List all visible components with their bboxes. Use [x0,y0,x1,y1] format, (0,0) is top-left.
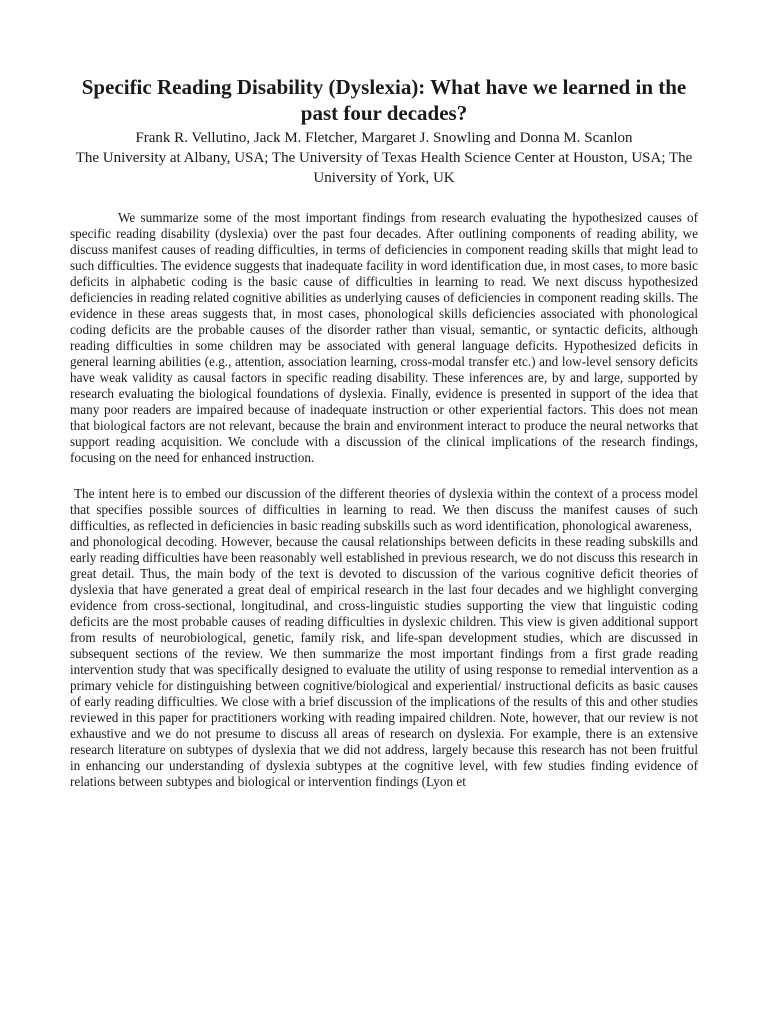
author-list: Frank R. Vellutino, Jack M. Fletcher, Margaret J. Snowling and Donna M. Scanlon [135,130,633,146]
abstract-text: We summarize some of the most important findings from research evaluating the hypothesized causes of specific reading disability (dyslexia) over the past four decades. After outlining components of reading ability, we discuss manifest causes of reading difficulties, in terms of deficiencies in component reading skills that might lead to such difficulties. The evidence suggests that inadequate facility in word identification due, in most cases, to more basic deficits in alphabetic coding is the basic cause of difficulties in learning to read. We next discuss hypothesized deficiencies in reading related cognitive abilities as underlying causes of deficiencies in component reading skills. The evidence in these areas suggests that, in most cases, phonological skills deficiencies associated with phonological coding deficits are the probable causes of the disorder rather than visual, semantic, or syntactic deficits, although reading difficulties in some children may be associated with general language deficits. Hypothesized deficits in general learning abilities (e.g., attention, association learning, cross-modal transfer etc.) and low-level sensory deficits have weak validity as causal factors in specific reading disability. These inferences are, by and large, supported by research evaluating the biological foundations of dyslexia. Finally, evidence is presented in support of the idea that many poor readers are impaired because of inadequate instruction or other experiential factors. This does not mean that biological factors are not relevant, because the brain and environment interact to produce the neural networks that support reading acquisition. We conclude with a discussion of the clinical implications of the research findings, focusing on the need for enhanced instruction. [70,210,698,465]
intro-lead-text: The intent here is to embed our discussion of the different theories of dyslexia within the context of a process model that specifies possible sources of difficulties in learning to read. We then discuss the manifest causes of such difficulties, as reflected in deficiencies in basic reading subskills such as word identification, phonological awareness, [70,486,698,533]
paper-title: Specific Reading Disability (Dyslexia): What have we learned in the past four decades? [81,75,687,125]
abstract-paragraph [70,210,698,466]
affiliation-list: The University at Albany, USA; The University of Texas Health Science Center at Houston, USA; The University of York, UK [75,150,693,186]
intro-body-text: and phonological decoding. However, because the causal relationships between deficits in these reading subskills and early reading difficulties have been reasonably well established in previous research, we do not discuss this research in great detail. Thus, the main body of the text is devoted to discussion of the various cognitive deficit theories of dyslexia that have generated a great deal of empirical research in the last four decades and we highlight converging evidence from cross-sectional, longitudinal, and cross-linguistic studies supporting the view that linguistic coding deficits are the most probable causes of reading difficulties in dyslexic children. This view is given additional support from results of neurobiological, genetic, family risk, and life-span development studies, which are discussed in subsequent sections of the review. We then summarize the most important findings from a first grade reading intervention study that was specifically designed to evaluate the utility of using response to remedial intervention as a primary vehicle for distinguishing between cognitive/biological and experiential/ instructional deficits as basic causes of early reading difficulties. We close with a brief discussion of the implications of the results of this and other studies reviewed in this paper for practitioners working with reading impaired children. Note, however, that our review is not exhaustive and we do not presume to discuss all areas of research on dyslexia. For example, there is an extensive research literature on subtypes of dyslexia that we did not address, largely because this research has not been fruitful in enhancing our understanding of dyslexia subtypes at the cognitive level, with few studies finding evidence of relations between subtypes and biological or intervention findings (Lyon et [70,534,698,789]
introduction-section [70,486,698,790]
paper-page [70,74,698,790]
